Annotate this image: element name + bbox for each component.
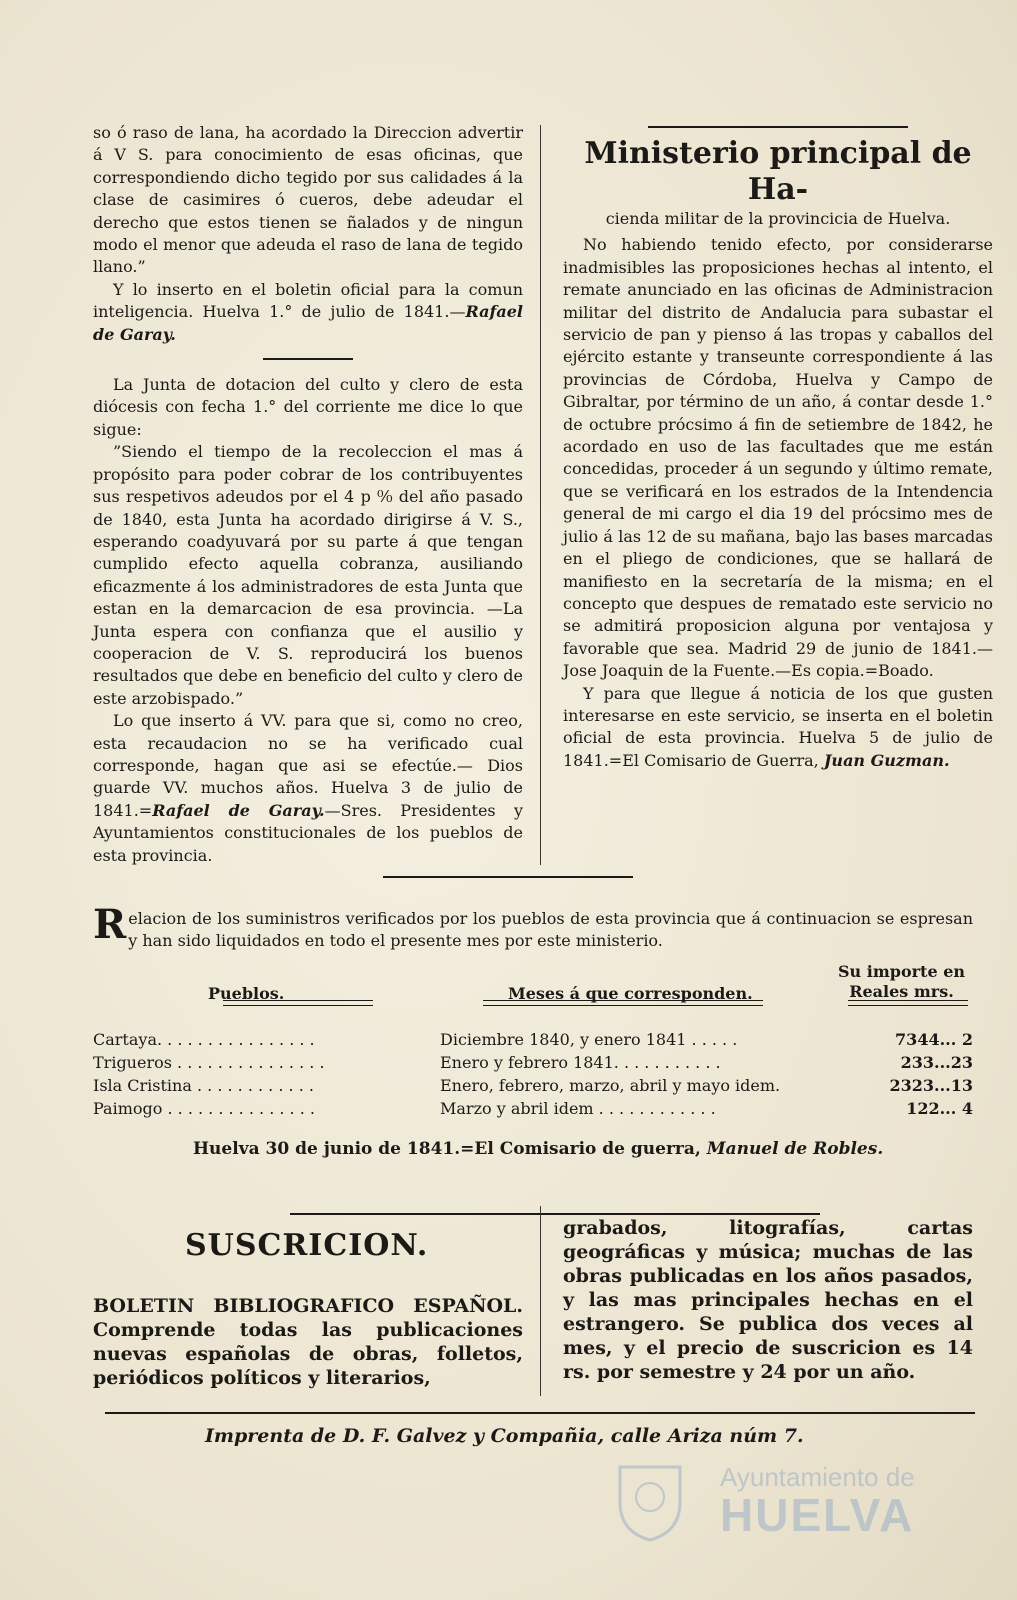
signature-garay-2: Rafael de Garay. [152,800,325,820]
watermark-line-1: Ayuntamiento de [720,1462,915,1492]
relacion-table [93,901,973,1118]
relacion-signature-text: Huelva 30 de junio de 1841.=El Comisario de guerra, [193,1139,707,1159]
cell-amount: 122... 4 [906,1099,973,1118]
cell-town: Paimogo . . . . . . . . . . . . . . . [93,1099,315,1118]
cell-town: Trigueros . . . . . . . . . . . . . . . [93,1053,325,1072]
column-divider [540,1206,541,1396]
right-column [563,120,993,772]
left-paragraph-5-end: —Sres. Presidentes y Ayuntamientos constitucionales de los pueblos de esta provincia. [93,800,524,865]
left-paragraph-4: ”Siendo el tiempo de la recoleccion el mas á propósito para poder cobrar de los contribuyentes sus respetivos adeudos por el 4 p ⁰⁄₀ del año pasado de 1840, esta Junta ha acordado dirigirse á V. S., esperando coadyuvará por su parte á que tengan cumplido efecto aquella cobranza, ausiliando eficazmente á los administradores de esta Junta que estan en la demarcacion de esa provincia. —La Junta espera con confianza que el ausilio y cooperacion de V. S. reproducirá los buenos resultados que debe en beneficio del culto y clero de este arzobispado.” [93,442,523,708]
watermark-line-2: HUELVA [720,1489,915,1541]
header-pueblos: Pueblos. [208,984,285,1003]
left-paragraph-5-text: Lo que inserto á VV. para que si, como no creo, esta recaudacion no se ha verificado cual corresponde, hagan que asi se efectúe.— Dios guarde VV. muchos años. Huelva 3 de julio de 1841.= [93,711,523,820]
left-paragraph-2-text: Y lo inserto en el boletin oficial para la comun inteligencia. Huelva 1.° de julio de 1841.— [93,279,523,322]
header-rule [223,1000,373,1006]
divider [383,876,633,878]
left-paragraph-2 [93,279,523,346]
header-importe-line-1: Su importe en [838,962,966,981]
table-row [93,1028,973,1051]
table-row [93,1074,973,1097]
suscricion-title: SUSCRICION. [185,1228,429,1263]
shield-icon [600,1462,700,1542]
header-importe-line-2: Reales mrs. [849,982,954,1001]
signature-guzman: Juan Guzman. [823,750,950,770]
left-paragraph-3: La Junta de dotacion del culto y clero de esta diócesis con fecha 1.° del corriente me dice lo que sigue: [93,375,523,439]
right-paragraph-2 [563,683,993,773]
relacion-intro-text: elacion de los suministros verificados por los pueblos de esta provincia que á continuacion se espresan y han sido liquidados en todo el presente mes por este ministerio. [128,909,973,950]
right-paragraph-1: No habiendo tenido efecto, por considerarse inadmisibles las proposiciones hechas al intento, el remate anunciado en las oficinas de Administracion militar del distrito de Andalucia para subastar el servicio de pan y pienso á las tropas y caballos del ejército estante y transeunte correspondiente á las provincias de Córdoba, Huelva y Campo de Gibraltar, por término de un año, á contar desde 1.° de octubre prócsimo á fin de setiembre de 1842, he acordado en uso de las facultades que me están concedidas, proceder á un segundo y último remate, que se verificará en los estrados de la Intendencia general de mi cargo el dia 19 del prócsimo mes de julio á las 12 de su mañana, bajo las bases marcadas en el pliego de condiciones, que se hallará de manifiesto en la secretaría de la misma; en el concepto que despues de rematado este servicio no se admitirá proposicion alguna por ventajosa y favorable que sea. Madrid 29 de junio de 1841.—Jose Joaquin de la Fuente.—Es copia.=Boado. [563,235,993,681]
header-meses: Meses á que corresponden. [508,984,753,1003]
header-rule [483,1000,763,1006]
divider [105,1412,975,1414]
divider [263,358,353,360]
table-rows [93,1028,973,1120]
cell-town: Cartaya. . . . . . . . . . . . . . . . [93,1030,315,1049]
cell-months: Marzo y abril idem . . . . . . . . . . . . [440,1099,716,1118]
suscricion-right: grabados, litografías, cartas geográficas y música; muchas de las obras publicadas en los años pasados, y las mas principales hechas en el estrangero. Se publica dos veces al mes, y el precio de suscricion es 14 rs. por semestre y 24 por un año. [563,1217,973,1383]
relacion-intro [93,901,973,952]
left-paragraph-1: so ó raso de lana, ha acordado la Direccion advertir á V S. para conocimiento de esas oficinas, que correspondiendo dicho tegido por sus calidades á la clase de casimires ó cueros, debe adeudar el derecho que estos tienen se ñalados y de ningun modo el menor que adeuda el raso de lana de tegido llano.” [93,123,523,277]
header-rule [848,1000,968,1006]
section-subtitle-ministerio: cienda militar de la provincicia de Huelva. [605,209,951,228]
ayuntamiento-watermark [600,1462,930,1542]
table-row [93,1097,973,1120]
table-row [93,1051,973,1074]
cell-amount: 233...23 [900,1053,973,1072]
section-title-ministerio: Ministerio principal de Ha- [584,136,972,207]
signature-garay-1: Rafael de Garay. [93,302,523,344]
right-paragraph-2-text: Y para que llegue á noticia de los que gusten interesarse en este servicio, se inserta en el boletin oficial de esta provincia. Huelva 5 de julio de 1841.=El Comisario de Guerra, [563,683,993,770]
column-divider [540,125,541,865]
relacion-signature [193,1139,913,1159]
divider [648,126,908,128]
left-paragraph-5 [93,710,523,867]
cell-town: Isla Cristina . . . . . . . . . . . . [93,1076,314,1095]
cell-months: Enero y febrero 1841. . . . . . . . . . . [440,1053,721,1072]
suscricion-left [93,1294,523,1390]
divider [290,1213,820,1215]
cell-amount: 7344... 2 [895,1030,973,1049]
suscricion-left-text: Comprende todas las publicaciones nuevas españolas de obras, folletos, periódicos políticos y literarios, [93,1319,523,1389]
cell-months: Diciembre 1840, y enero 1841 . . . . . [440,1030,738,1049]
header-importe [838,962,965,1002]
imprenta-line: Imprenta de D. F. Galvez y Compañia, calle Ariza núm 7. [205,1425,804,1447]
suscricion-heading: BOLETIN BIBLIOGRAFICO ESPAÑOL. [93,1295,523,1317]
left-column [93,122,523,867]
cell-amount: 2323...13 [889,1076,973,1095]
dropcap: R [93,901,127,948]
signature-robles: Manuel de Robles. [706,1139,884,1159]
cell-months: Enero, febrero, marzo, abril y mayo idem. [440,1076,781,1095]
